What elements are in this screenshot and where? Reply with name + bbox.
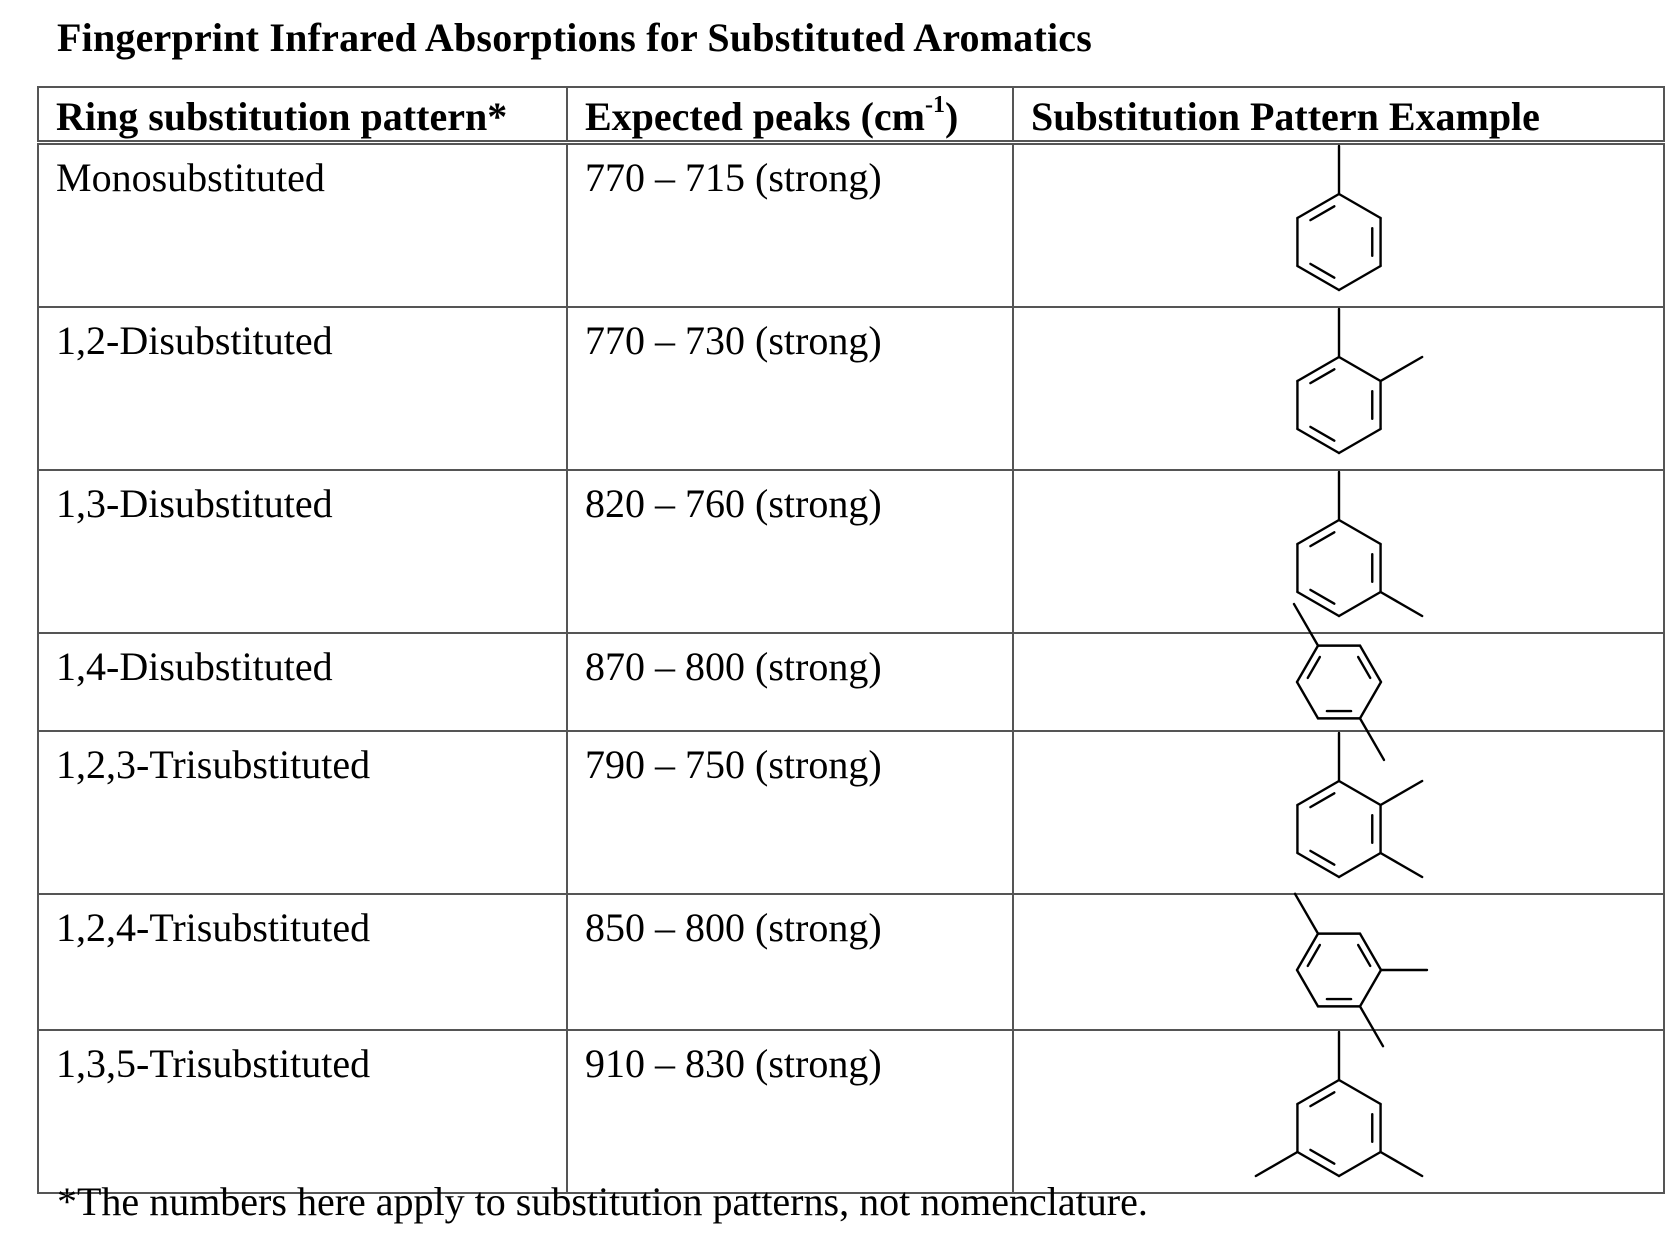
pattern-cell: 1,3,5-Trisubstituted (38, 1030, 567, 1193)
substituent-bond (1380, 592, 1422, 616)
header-peaks-text: Expected peaks (cm (585, 94, 925, 139)
table-row (38, 1030, 1664, 1193)
meta-disubstituted-benzene-icon (1239, 471, 1439, 632)
pattern-cell: 1,2,4-Trisubstituted (38, 894, 567, 1030)
pattern-cell: 1,2-Disubstituted (38, 307, 567, 470)
ring-bond (1339, 1152, 1381, 1176)
peaks-cell: 910 – 830 (strong) (567, 1030, 1013, 1193)
pattern-cell: Monosubstituted (38, 143, 567, 308)
footnote: *The numbers here apply to substitution patterns, not nomenclature. (57, 1179, 1148, 1224)
header-pattern: Ring substitution pattern* (38, 87, 567, 143)
ring-bond (1339, 853, 1381, 877)
monosubstituted-benzene-icon (1239, 145, 1439, 306)
substituent-bond (1380, 853, 1422, 877)
ring-bond (1339, 592, 1381, 616)
header-peaks (567, 87, 1013, 143)
header-row (38, 87, 1664, 143)
peaks-cell: 850 – 800 (strong) (567, 894, 1013, 1030)
pattern-cell: 1,2,3-Trisubstituted (38, 731, 567, 894)
substituent-bond (1380, 1152, 1422, 1176)
table-row (38, 470, 1664, 633)
ring-bond (1339, 357, 1381, 381)
structure-cell (1013, 731, 1664, 894)
header-example: Substitution Pattern Example (1013, 87, 1664, 143)
table-title: Fingerprint Infrared Absorptions for Substituted Aromatics (57, 15, 1092, 60)
ortho-disubstituted-benzene-icon (1239, 308, 1439, 469)
ring-bond (1360, 682, 1381, 718)
table-row (38, 894, 1664, 1030)
structure-cell (1013, 1030, 1664, 1193)
substituent-bond (1380, 781, 1422, 805)
peaks-cell: 820 – 760 (strong) (567, 470, 1013, 633)
ir-absorption-table (37, 86, 1665, 1194)
ring-bond (1297, 970, 1318, 1006)
peaks-cell: 770 – 715 (strong) (567, 143, 1013, 308)
table-row (38, 633, 1664, 731)
para-disubstituted-benzene-icon (1239, 634, 1439, 730)
structure-cell (1013, 470, 1664, 633)
substituent-bond (1380, 357, 1422, 381)
ring-bond (1339, 781, 1381, 805)
ring-bond (1339, 266, 1381, 290)
ring-bond (1339, 520, 1381, 544)
124-trisubstituted-benzene-icon (1239, 895, 1439, 1029)
structure-cell (1013, 633, 1664, 731)
structure-cell (1013, 307, 1664, 470)
structure-cell (1013, 143, 1664, 308)
ring-bond (1339, 429, 1381, 453)
135-trisubstituted-benzene-icon (1239, 1031, 1439, 1192)
table-row (38, 143, 1664, 308)
ring-bond (1297, 682, 1318, 718)
structure-cell (1013, 894, 1664, 1030)
ring-bond (1360, 970, 1381, 1006)
header-peaks-unit-exponent: -1 (924, 91, 945, 118)
ring-bond (1339, 1080, 1381, 1104)
peaks-cell: 770 – 730 (strong) (567, 307, 1013, 470)
table-row (38, 307, 1664, 470)
peaks-cell: 870 – 800 (strong) (567, 633, 1013, 731)
peaks-cell: 790 – 750 (strong) (567, 731, 1013, 894)
substituent-bond (1255, 1152, 1297, 1176)
pattern-cell: 1,4-Disubstituted (38, 633, 567, 731)
header-peaks-close: ) (944, 94, 959, 139)
substituent-bond (1295, 894, 1318, 934)
pattern-cell: 1,3-Disubstituted (38, 470, 567, 633)
table-row (38, 731, 1664, 894)
123-trisubstituted-benzene-icon (1239, 732, 1439, 893)
ring-bond (1339, 194, 1381, 218)
